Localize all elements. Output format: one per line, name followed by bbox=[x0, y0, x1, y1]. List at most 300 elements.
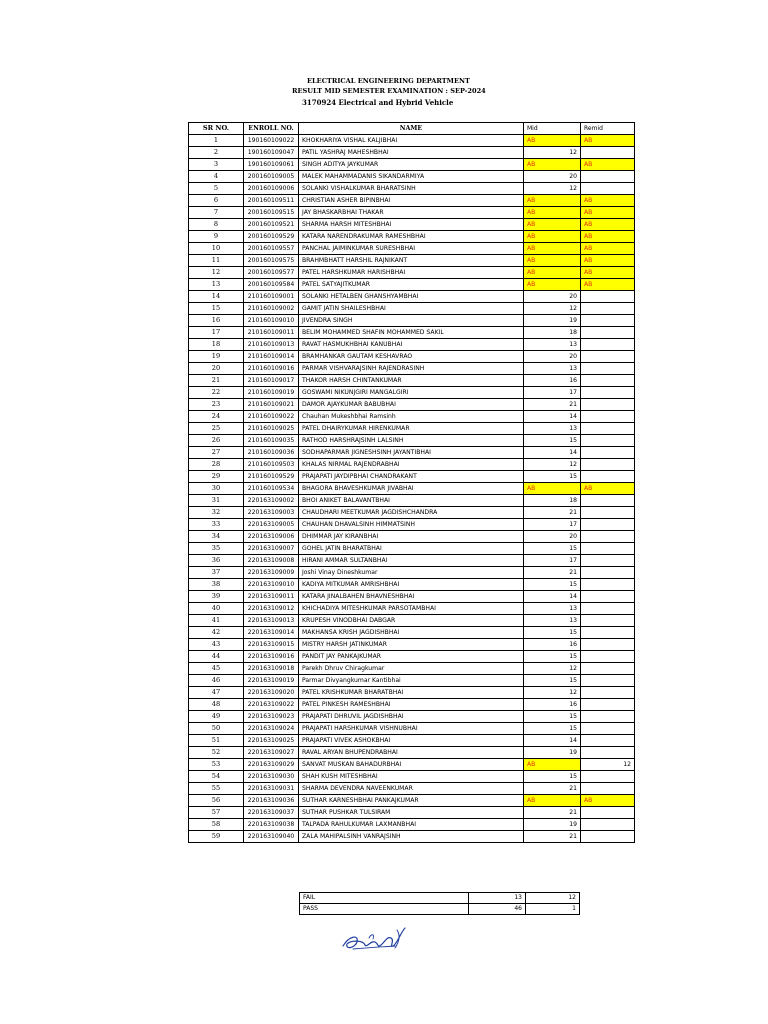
name-cell: SHARMA DEVENDRA NAVEENKUMAR bbox=[299, 783, 524, 795]
remid-cell bbox=[581, 171, 635, 183]
name-cell: JIVENDRA SINGH bbox=[299, 315, 524, 327]
table-row bbox=[189, 711, 635, 723]
remid-cell bbox=[581, 411, 635, 423]
sr-no-cell: 38 bbox=[189, 579, 244, 591]
remid-cell bbox=[581, 747, 635, 759]
remid-cell bbox=[581, 291, 635, 303]
sr-no-cell: 39 bbox=[189, 591, 244, 603]
mid-cell: AB bbox=[524, 483, 581, 495]
remid-cell: 12 bbox=[581, 759, 635, 771]
name-cell: KRUPESH VINODBHAI DABGAR bbox=[299, 615, 524, 627]
enroll-no-cell: 210160109021 bbox=[244, 399, 299, 411]
remid-cell bbox=[581, 471, 635, 483]
remid-cell bbox=[581, 819, 635, 831]
col-header-sr-no: SR NO. bbox=[189, 123, 244, 135]
name-cell: THAKOR HARSH CHINTANKUMAR bbox=[299, 375, 524, 387]
table-row bbox=[189, 567, 635, 579]
sr-no-cell: 4 bbox=[189, 171, 244, 183]
remid-cell bbox=[581, 807, 635, 819]
table-row bbox=[189, 315, 635, 327]
mid-cell: 19 bbox=[524, 747, 581, 759]
sr-no-cell: 16 bbox=[189, 315, 244, 327]
mid-cell: 18 bbox=[524, 495, 581, 507]
fail-mid-count: 13 bbox=[469, 893, 526, 904]
sr-no-cell: 55 bbox=[189, 783, 244, 795]
sr-no-cell: 56 bbox=[189, 795, 244, 807]
sr-no-cell: 51 bbox=[189, 735, 244, 747]
mid-cell: AB bbox=[524, 279, 581, 291]
table-row bbox=[189, 819, 635, 831]
sr-no-cell: 10 bbox=[189, 243, 244, 255]
mid-cell: 12 bbox=[524, 663, 581, 675]
enroll-no-cell: 220163109038 bbox=[244, 819, 299, 831]
table-row bbox=[189, 687, 635, 699]
sr-no-cell: 48 bbox=[189, 699, 244, 711]
fail-label: FAIL bbox=[300, 893, 469, 904]
mid-cell: 15 bbox=[524, 579, 581, 591]
table-row bbox=[189, 627, 635, 639]
enroll-no-cell: 220163109015 bbox=[244, 639, 299, 651]
table-row bbox=[189, 387, 635, 399]
table-row bbox=[189, 267, 635, 279]
sr-no-cell: 31 bbox=[189, 495, 244, 507]
enroll-no-cell: 220163109027 bbox=[244, 747, 299, 759]
mid-cell: 14 bbox=[524, 735, 581, 747]
sr-no-cell: 41 bbox=[189, 615, 244, 627]
table-row bbox=[189, 471, 635, 483]
mid-cell: AB bbox=[524, 135, 581, 147]
mid-cell: 20 bbox=[524, 291, 581, 303]
remid-cell: AB bbox=[581, 279, 635, 291]
remid-cell bbox=[581, 783, 635, 795]
sr-no-cell: 44 bbox=[189, 651, 244, 663]
table-row bbox=[189, 531, 635, 543]
mid-cell: AB bbox=[524, 243, 581, 255]
remid-cell bbox=[581, 435, 635, 447]
table-row bbox=[189, 279, 635, 291]
name-cell: RAVAT HASMUKHBHAI KANUBHAI bbox=[299, 339, 524, 351]
mid-cell: 12 bbox=[524, 687, 581, 699]
table-row bbox=[189, 363, 635, 375]
enroll-no-cell: 200160109521 bbox=[244, 219, 299, 231]
enroll-no-cell: 210160109019 bbox=[244, 387, 299, 399]
remid-cell bbox=[581, 771, 635, 783]
enroll-no-cell: 220163109013 bbox=[244, 615, 299, 627]
name-cell: KHALAS NIRMAL RAJENDRABHAI bbox=[299, 459, 524, 471]
enroll-no-cell: 200160109006 bbox=[244, 183, 299, 195]
table-row bbox=[189, 639, 635, 651]
remid-cell: AB bbox=[581, 795, 635, 807]
enroll-no-cell: 220163109005 bbox=[244, 519, 299, 531]
table-row bbox=[189, 771, 635, 783]
name-cell: BHOI ANIKET BALAVANTBHAI bbox=[299, 495, 524, 507]
sr-no-cell: 42 bbox=[189, 627, 244, 639]
enroll-no-cell: 220163109003 bbox=[244, 507, 299, 519]
mid-cell: 15 bbox=[524, 771, 581, 783]
results-table bbox=[188, 122, 635, 843]
remid-cell bbox=[581, 675, 635, 687]
table-row bbox=[189, 423, 635, 435]
enroll-no-cell: 210160109036 bbox=[244, 447, 299, 459]
name-cell: SOLANKI VISHALKUMAR BHARATSINH bbox=[299, 183, 524, 195]
sr-no-cell: 24 bbox=[189, 411, 244, 423]
enroll-no-cell: 210160109503 bbox=[244, 459, 299, 471]
mid-cell: 21 bbox=[524, 507, 581, 519]
enroll-no-cell: 220163109020 bbox=[244, 687, 299, 699]
enroll-no-cell: 210160109035 bbox=[244, 435, 299, 447]
name-cell: KATARA JINALBAHEN BHAVNESHBHAI bbox=[299, 591, 524, 603]
name-cell: KHOKHARIYA VISHAL KALJIBHAI bbox=[299, 135, 524, 147]
enroll-no-cell: 220163109029 bbox=[244, 759, 299, 771]
name-cell: GOHEL JATIN BHARATBHAI bbox=[299, 543, 524, 555]
remid-cell bbox=[581, 495, 635, 507]
mid-cell: 15 bbox=[524, 711, 581, 723]
table-row bbox=[189, 831, 635, 843]
exam-title: RESULT MID SEMESTER EXAMINATION : SEP-2024 bbox=[292, 87, 486, 95]
enroll-no-cell: 220163109031 bbox=[244, 783, 299, 795]
enroll-no-cell: 220163109011 bbox=[244, 591, 299, 603]
remid-cell: AB bbox=[581, 243, 635, 255]
sr-no-cell: 59 bbox=[189, 831, 244, 843]
table-row bbox=[189, 723, 635, 735]
mid-cell: AB bbox=[524, 759, 581, 771]
enroll-no-cell: 220163109010 bbox=[244, 579, 299, 591]
summary-row-pass bbox=[300, 904, 580, 915]
remid-cell: AB bbox=[581, 135, 635, 147]
table-row bbox=[189, 339, 635, 351]
enroll-no-cell: 220163109018 bbox=[244, 663, 299, 675]
table-row bbox=[189, 303, 635, 315]
pass-remid-count: 1 bbox=[526, 904, 580, 915]
table-row bbox=[189, 351, 635, 363]
enroll-no-cell: 200160109529 bbox=[244, 231, 299, 243]
table-row bbox=[189, 207, 635, 219]
mid-cell: 15 bbox=[524, 435, 581, 447]
name-cell: Joshi Vinay Dineshkumar bbox=[299, 567, 524, 579]
remid-cell bbox=[581, 723, 635, 735]
name-cell: BELIM MOHAMMED SHAFIN MOHAMMED SAKIL bbox=[299, 327, 524, 339]
sr-no-cell: 19 bbox=[189, 351, 244, 363]
sr-no-cell: 2 bbox=[189, 147, 244, 159]
col-header-name: NAME bbox=[299, 123, 524, 135]
name-cell: SINGH ADITYA JAYKUMAR bbox=[299, 159, 524, 171]
pass-mid-count: 46 bbox=[469, 904, 526, 915]
name-cell: MAKHANSA KRISH JAGDISHBHAI bbox=[299, 627, 524, 639]
sr-no-cell: 33 bbox=[189, 519, 244, 531]
remid-cell bbox=[581, 531, 635, 543]
mid-cell: AB bbox=[524, 231, 581, 243]
mid-cell: 21 bbox=[524, 567, 581, 579]
table-row bbox=[189, 159, 635, 171]
pass-label: PASS bbox=[300, 904, 469, 915]
table-row bbox=[189, 183, 635, 195]
name-cell: Parekh Dhruv Chiragkumar bbox=[299, 663, 524, 675]
name-cell: SODHAPARMAR JIGNESHSINH JAYANTIBHAI bbox=[299, 447, 524, 459]
mid-cell: AB bbox=[524, 255, 581, 267]
sr-no-cell: 9 bbox=[189, 231, 244, 243]
sr-no-cell: 14 bbox=[189, 291, 244, 303]
remid-cell bbox=[581, 459, 635, 471]
table-row bbox=[189, 195, 635, 207]
name-cell: PATIL YASHRAJ MAHESHBHAI bbox=[299, 147, 524, 159]
name-cell: Chauhan Mukeshbhai Ramsinh bbox=[299, 411, 524, 423]
enroll-no-cell: 220163109012 bbox=[244, 603, 299, 615]
remid-cell bbox=[581, 327, 635, 339]
name-cell: HIRANI AMMAR SULTANBHAI bbox=[299, 555, 524, 567]
remid-cell: AB bbox=[581, 231, 635, 243]
remid-cell bbox=[581, 351, 635, 363]
remid-cell bbox=[581, 615, 635, 627]
name-cell: BHAGORA BHAVESHKUMAR JIVABHAI bbox=[299, 483, 524, 495]
table-row bbox=[189, 459, 635, 471]
table-row bbox=[189, 495, 635, 507]
enroll-no-cell: 220163109014 bbox=[244, 627, 299, 639]
table-row bbox=[189, 231, 635, 243]
table-row bbox=[189, 735, 635, 747]
mid-cell: 14 bbox=[524, 411, 581, 423]
sr-no-cell: 32 bbox=[189, 507, 244, 519]
table-row bbox=[189, 483, 635, 495]
table-row bbox=[189, 603, 635, 615]
remid-cell bbox=[581, 447, 635, 459]
enroll-no-cell: 190160109022 bbox=[244, 135, 299, 147]
table-row bbox=[189, 243, 635, 255]
sr-no-cell: 57 bbox=[189, 807, 244, 819]
remid-cell: AB bbox=[581, 483, 635, 495]
enroll-no-cell: 210160109013 bbox=[244, 339, 299, 351]
table-row bbox=[189, 579, 635, 591]
mid-cell: AB bbox=[524, 207, 581, 219]
mid-cell: 17 bbox=[524, 387, 581, 399]
remid-cell bbox=[581, 147, 635, 159]
mid-cell: 13 bbox=[524, 423, 581, 435]
enroll-no-cell: 200160109005 bbox=[244, 171, 299, 183]
mid-cell: 12 bbox=[524, 183, 581, 195]
name-cell: KHICHADIYA MITESHKUMAR PARSOTAMBHAI bbox=[299, 603, 524, 615]
name-cell: SHAH KUSH MITESHBHAI bbox=[299, 771, 524, 783]
mid-cell: 12 bbox=[524, 147, 581, 159]
sr-no-cell: 43 bbox=[189, 639, 244, 651]
table-header-row bbox=[189, 123, 635, 135]
enroll-no-cell: 200160109511 bbox=[244, 195, 299, 207]
sr-no-cell: 26 bbox=[189, 435, 244, 447]
remid-cell: AB bbox=[581, 159, 635, 171]
sr-no-cell: 53 bbox=[189, 759, 244, 771]
enroll-no-cell: 210160109534 bbox=[244, 483, 299, 495]
table-row bbox=[189, 651, 635, 663]
name-cell: PRAJAPATI HARSHKUMAR VISHNUBHAI bbox=[299, 723, 524, 735]
sr-no-cell: 27 bbox=[189, 447, 244, 459]
sr-no-cell: 36 bbox=[189, 555, 244, 567]
enroll-no-cell: 210160109017 bbox=[244, 375, 299, 387]
sr-no-cell: 29 bbox=[189, 471, 244, 483]
mid-cell: AB bbox=[524, 795, 581, 807]
enroll-no-cell: 210160109014 bbox=[244, 351, 299, 363]
sr-no-cell: 6 bbox=[189, 195, 244, 207]
remid-cell bbox=[581, 375, 635, 387]
remid-cell bbox=[581, 339, 635, 351]
name-cell: MISTRY HARSH JATINKUMAR bbox=[299, 639, 524, 651]
mid-cell: 13 bbox=[524, 615, 581, 627]
name-cell: SANVAT MUSKAN BAHADURBHAI bbox=[299, 759, 524, 771]
mid-cell: 21 bbox=[524, 807, 581, 819]
name-cell: KATARA NARENDRAKUMAR RAMESHBHAI bbox=[299, 231, 524, 243]
remid-cell bbox=[581, 831, 635, 843]
summary-row-fail bbox=[300, 893, 580, 904]
enroll-no-cell: 220163109022 bbox=[244, 699, 299, 711]
mid-cell: 15 bbox=[524, 723, 581, 735]
remid-cell bbox=[581, 735, 635, 747]
name-cell: PARMAR VISHVARAJSINH RAJENDRASINH bbox=[299, 363, 524, 375]
enroll-no-cell: 200160109577 bbox=[244, 267, 299, 279]
sr-no-cell: 8 bbox=[189, 219, 244, 231]
mid-cell: 20 bbox=[524, 171, 581, 183]
sr-no-cell: 30 bbox=[189, 483, 244, 495]
mid-cell: 15 bbox=[524, 651, 581, 663]
enroll-no-cell: 200160109557 bbox=[244, 243, 299, 255]
mid-cell: 17 bbox=[524, 519, 581, 531]
sr-no-cell: 58 bbox=[189, 819, 244, 831]
sr-no-cell: 15 bbox=[189, 303, 244, 315]
sr-no-cell: 17 bbox=[189, 327, 244, 339]
name-cell: KADIYA MITKUMAR AMRISHBHAI bbox=[299, 579, 524, 591]
mid-cell: 17 bbox=[524, 555, 581, 567]
sr-no-cell: 22 bbox=[189, 387, 244, 399]
sr-no-cell: 49 bbox=[189, 711, 244, 723]
table-row bbox=[189, 327, 635, 339]
remid-cell bbox=[581, 699, 635, 711]
remid-cell: AB bbox=[581, 267, 635, 279]
enroll-no-cell: 220163109030 bbox=[244, 771, 299, 783]
table-row bbox=[189, 447, 635, 459]
name-cell: BRAMHANKAR GAUTAM KESHAVRAO bbox=[299, 351, 524, 363]
mid-cell: AB bbox=[524, 219, 581, 231]
table-row bbox=[189, 615, 635, 627]
enroll-no-cell: 220163109025 bbox=[244, 735, 299, 747]
name-cell: PANCHAL JAIMINKUMAR SURESHBHAI bbox=[299, 243, 524, 255]
enroll-no-cell: 190160109047 bbox=[244, 147, 299, 159]
name-cell: CHAUHAN DHAVALSINH HIMMATSINH bbox=[299, 519, 524, 531]
mid-cell: 20 bbox=[524, 531, 581, 543]
mid-cell: AB bbox=[524, 159, 581, 171]
name-cell: DAMOR AJAYKUMAR BABUBHAI bbox=[299, 399, 524, 411]
table-row bbox=[189, 291, 635, 303]
department-title: ELECTRICAL ENGINEERING DEPARTMENT bbox=[307, 77, 470, 85]
remid-cell bbox=[581, 543, 635, 555]
enroll-no-cell: 220163109040 bbox=[244, 831, 299, 843]
sr-no-cell: 23 bbox=[189, 399, 244, 411]
table-row bbox=[189, 219, 635, 231]
enroll-no-cell: 210160109022 bbox=[244, 411, 299, 423]
remid-cell bbox=[581, 687, 635, 699]
table-row bbox=[189, 375, 635, 387]
remid-cell bbox=[581, 567, 635, 579]
table-row bbox=[189, 507, 635, 519]
remid-cell bbox=[581, 507, 635, 519]
name-cell: CHRISTIAN ASHER BIPINBHAI bbox=[299, 195, 524, 207]
mid-cell: AB bbox=[524, 195, 581, 207]
sr-no-cell: 45 bbox=[189, 663, 244, 675]
remid-cell: AB bbox=[581, 255, 635, 267]
name-cell: RATHOD HARSHRAJSINH LALSINH bbox=[299, 435, 524, 447]
name-cell: Parmar Divyangkumar Kantibhai bbox=[299, 675, 524, 687]
sr-no-cell: 37 bbox=[189, 567, 244, 579]
name-cell: SUTHAR KARNESHBHAI PANKAJKUMAR bbox=[299, 795, 524, 807]
enroll-no-cell: 220163109009 bbox=[244, 567, 299, 579]
name-cell: PATEL SATYAJITKUMAR bbox=[299, 279, 524, 291]
table-row bbox=[189, 135, 635, 147]
name-cell: MALEK MAHAMMADANIS SIKANDARMIYA bbox=[299, 171, 524, 183]
table-row bbox=[189, 435, 635, 447]
mid-cell: 18 bbox=[524, 327, 581, 339]
table-row bbox=[189, 171, 635, 183]
mid-cell: AB bbox=[524, 267, 581, 279]
mid-cell: 15 bbox=[524, 675, 581, 687]
sr-no-cell: 7 bbox=[189, 207, 244, 219]
sr-no-cell: 18 bbox=[189, 339, 244, 351]
table-row bbox=[189, 399, 635, 411]
enroll-no-cell: 220163109037 bbox=[244, 807, 299, 819]
table-row bbox=[189, 411, 635, 423]
name-cell: PATEL DHAIRYKUMAR HIRENKUMAR bbox=[299, 423, 524, 435]
mid-cell: 15 bbox=[524, 627, 581, 639]
remid-cell bbox=[581, 363, 635, 375]
remid-cell bbox=[581, 399, 635, 411]
mid-cell: 16 bbox=[524, 375, 581, 387]
table-row bbox=[189, 795, 635, 807]
name-cell: BRAHMBHATT HARSHIL RAJNIKANT bbox=[299, 255, 524, 267]
enroll-no-cell: 210160109016 bbox=[244, 363, 299, 375]
table-row bbox=[189, 807, 635, 819]
remid-cell bbox=[581, 519, 635, 531]
name-cell: CHAUDHARI MEETKUMAR JAGDISHCHANDRA bbox=[299, 507, 524, 519]
name-cell: PATEL KRISHKUMAR BHARATBHAI bbox=[299, 687, 524, 699]
name-cell: PRAJAPATI DHRUVIL JAGDISHBHAI bbox=[299, 711, 524, 723]
mid-cell: 21 bbox=[524, 783, 581, 795]
mid-cell: 15 bbox=[524, 471, 581, 483]
table-row bbox=[189, 759, 635, 771]
enroll-no-cell: 190160109061 bbox=[244, 159, 299, 171]
name-cell: ZALA MAHIPALSINH VANRAJSINH bbox=[299, 831, 524, 843]
enroll-no-cell: 220163109008 bbox=[244, 555, 299, 567]
sr-no-cell: 54 bbox=[189, 771, 244, 783]
table-row bbox=[189, 675, 635, 687]
name-cell: RAVAL ARYAN BHUPENDRABHAI bbox=[299, 747, 524, 759]
enroll-no-cell: 220163109016 bbox=[244, 651, 299, 663]
sr-no-cell: 40 bbox=[189, 603, 244, 615]
table-row bbox=[189, 543, 635, 555]
mid-cell: 21 bbox=[524, 399, 581, 411]
table-row bbox=[189, 747, 635, 759]
enroll-no-cell: 220163109023 bbox=[244, 711, 299, 723]
table-row bbox=[189, 147, 635, 159]
enroll-no-cell: 210160109002 bbox=[244, 303, 299, 315]
enroll-no-cell: 210160109001 bbox=[244, 291, 299, 303]
sr-no-cell: 12 bbox=[189, 267, 244, 279]
enroll-no-cell: 210160109529 bbox=[244, 471, 299, 483]
enroll-no-cell: 200160109575 bbox=[244, 255, 299, 267]
mid-cell: 16 bbox=[524, 639, 581, 651]
table-row bbox=[189, 255, 635, 267]
remid-cell bbox=[581, 315, 635, 327]
table-row bbox=[189, 699, 635, 711]
enroll-no-cell: 220163109002 bbox=[244, 495, 299, 507]
enroll-no-cell: 220163109036 bbox=[244, 795, 299, 807]
name-cell: PATEL PINKESH RAMESHBHAI bbox=[299, 699, 524, 711]
sr-no-cell: 50 bbox=[189, 723, 244, 735]
remid-cell bbox=[581, 651, 635, 663]
col-header-mid: Mid bbox=[524, 123, 581, 135]
